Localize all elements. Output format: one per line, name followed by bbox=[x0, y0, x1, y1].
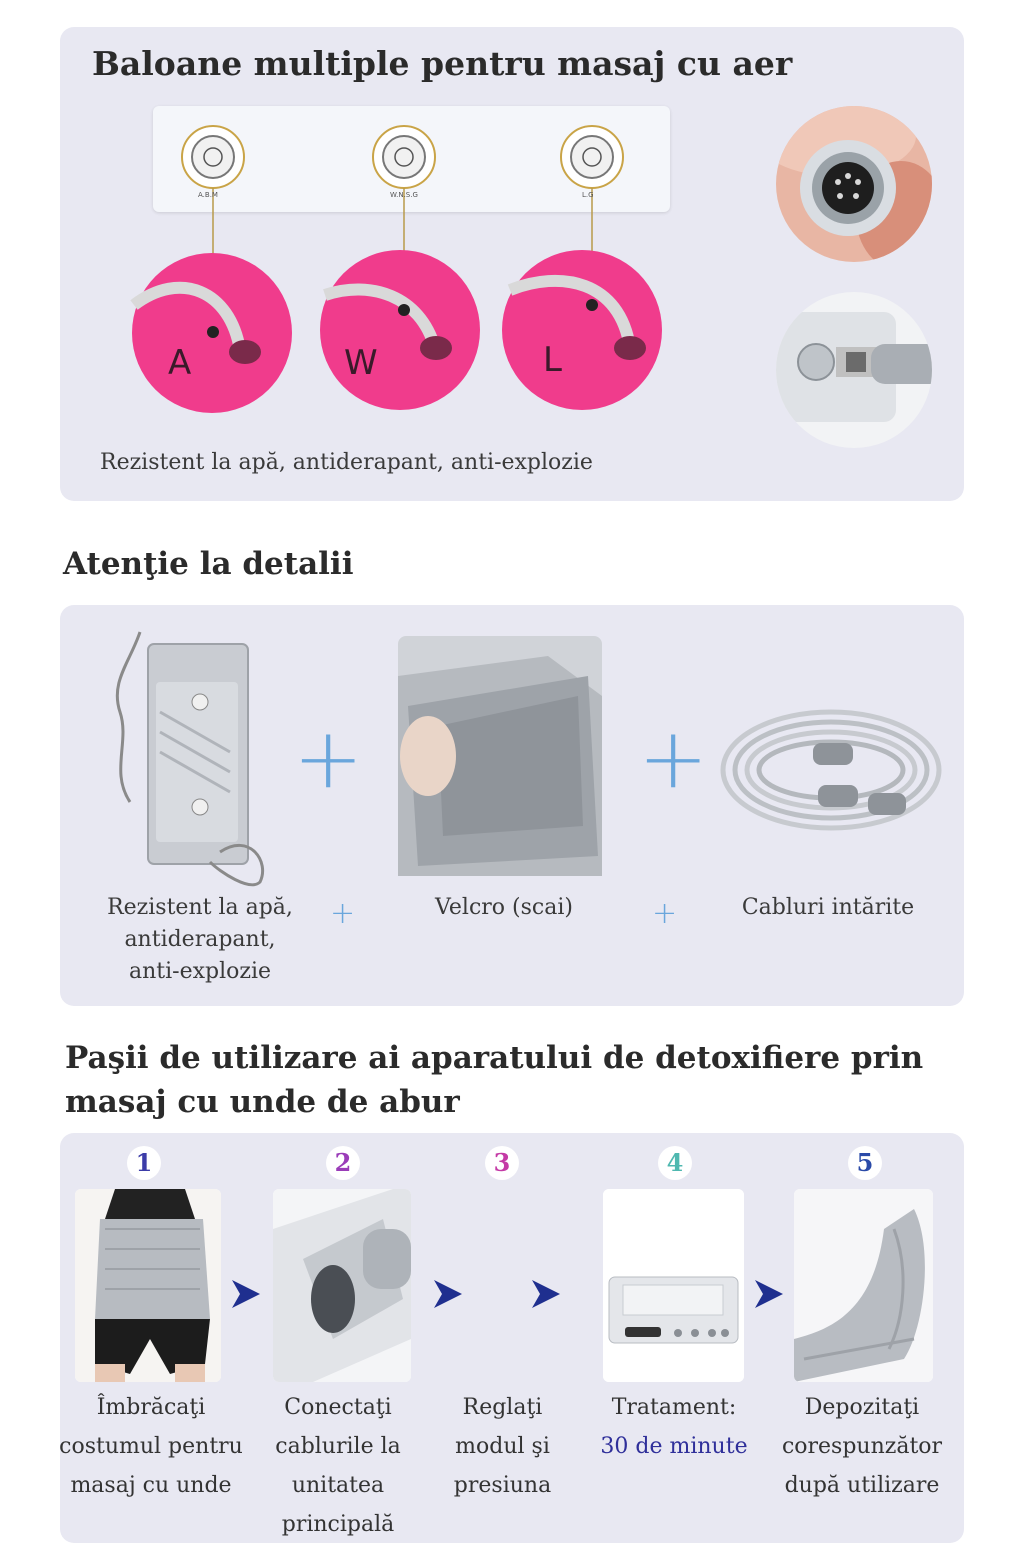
balloon-letter-a: A bbox=[168, 343, 192, 383]
step1-line2: costumul pentru bbox=[59, 1434, 243, 1459]
step2-text bbox=[238, 1388, 438, 1544]
step-number-2: 2 bbox=[326, 1146, 360, 1180]
step4-line2: 30 de minute bbox=[600, 1434, 748, 1459]
connector-port-a bbox=[182, 126, 244, 188]
step-arrow-4 bbox=[753, 1278, 785, 1310]
balloon-l bbox=[502, 250, 662, 410]
plus-small-2: + bbox=[652, 896, 678, 931]
belt-wrap-image bbox=[100, 622, 280, 892]
plug-inserted-photo bbox=[776, 292, 932, 448]
step5-line1: Depozitaţi bbox=[804, 1395, 920, 1420]
detail-caption-2: Velcro (scai) bbox=[435, 895, 573, 920]
step-number-5: 5 bbox=[848, 1146, 882, 1180]
connector-label-a: A.B.M bbox=[198, 191, 218, 199]
step2-image bbox=[273, 1189, 411, 1382]
step1-line3: masaj cu unde bbox=[70, 1473, 232, 1498]
step2-line2: cablurile la bbox=[275, 1434, 401, 1459]
section1-title: Baloane multiple pentru masaj cu aer bbox=[92, 44, 793, 83]
balloon-connectors-illustration bbox=[120, 120, 680, 420]
step4-line1: Tratament: bbox=[611, 1395, 737, 1420]
velcro-image bbox=[398, 636, 602, 876]
cables-image bbox=[718, 705, 944, 835]
step-arrow-1 bbox=[230, 1278, 262, 1310]
plus-icon-1: + bbox=[293, 709, 364, 807]
step1-image bbox=[75, 1189, 221, 1382]
step5-text bbox=[776, 1388, 948, 1505]
section3-title: Paşii de utilizare ai aparatului de detoxifiere prin masaj cu unde de abur bbox=[65, 1040, 924, 1120]
section1-caption: Rezistent la apă, antiderapant, anti-explozie bbox=[100, 450, 593, 475]
step2-line3: unitatea principală bbox=[281, 1473, 395, 1537]
step4-image bbox=[603, 1189, 744, 1382]
step-number-4: 4 bbox=[658, 1146, 692, 1180]
step5-line3: după utilizare bbox=[784, 1473, 940, 1498]
step3-line3: presiuna bbox=[453, 1473, 552, 1498]
balloon-letter-w: W bbox=[344, 343, 378, 383]
step2-line1: Conectaţi bbox=[284, 1395, 392, 1420]
connector-port-w bbox=[373, 126, 435, 188]
step-arrow-2 bbox=[432, 1278, 464, 1310]
step-number-3: 3 bbox=[485, 1146, 519, 1180]
step3-line1: Reglaţi bbox=[462, 1395, 543, 1420]
step4-text bbox=[588, 1388, 760, 1466]
detail-caption-1 bbox=[90, 892, 310, 988]
step-number-1: 1 bbox=[127, 1146, 161, 1180]
section2-title: Atenţie la detalii bbox=[63, 546, 354, 582]
step-arrow-3 bbox=[530, 1278, 562, 1310]
balloon-letter-l: L bbox=[543, 340, 562, 380]
detail-caption-1-text: Rezistent la apă, antiderapant, anti-explozie bbox=[107, 895, 293, 984]
detail-caption-3: Cabluri intărite bbox=[741, 895, 915, 920]
connector-label-w: W.N.S.G bbox=[390, 191, 418, 199]
step1-line1: Îmbrăcaţi bbox=[96, 1395, 206, 1420]
connector-label-l: L.G bbox=[582, 191, 594, 199]
plus-small-1: + bbox=[330, 896, 356, 931]
step3-line2: modul şi bbox=[455, 1434, 550, 1459]
step3-text bbox=[440, 1388, 565, 1505]
connector-port-l bbox=[561, 126, 623, 188]
step1-text bbox=[56, 1388, 246, 1505]
step5-image bbox=[794, 1189, 933, 1382]
step5-line2: corespunzător bbox=[781, 1434, 943, 1459]
plug-closeup-photo bbox=[776, 106, 932, 262]
balloon-w bbox=[320, 250, 480, 410]
plus-icon-2: + bbox=[638, 709, 709, 807]
balloon-a bbox=[132, 253, 292, 413]
